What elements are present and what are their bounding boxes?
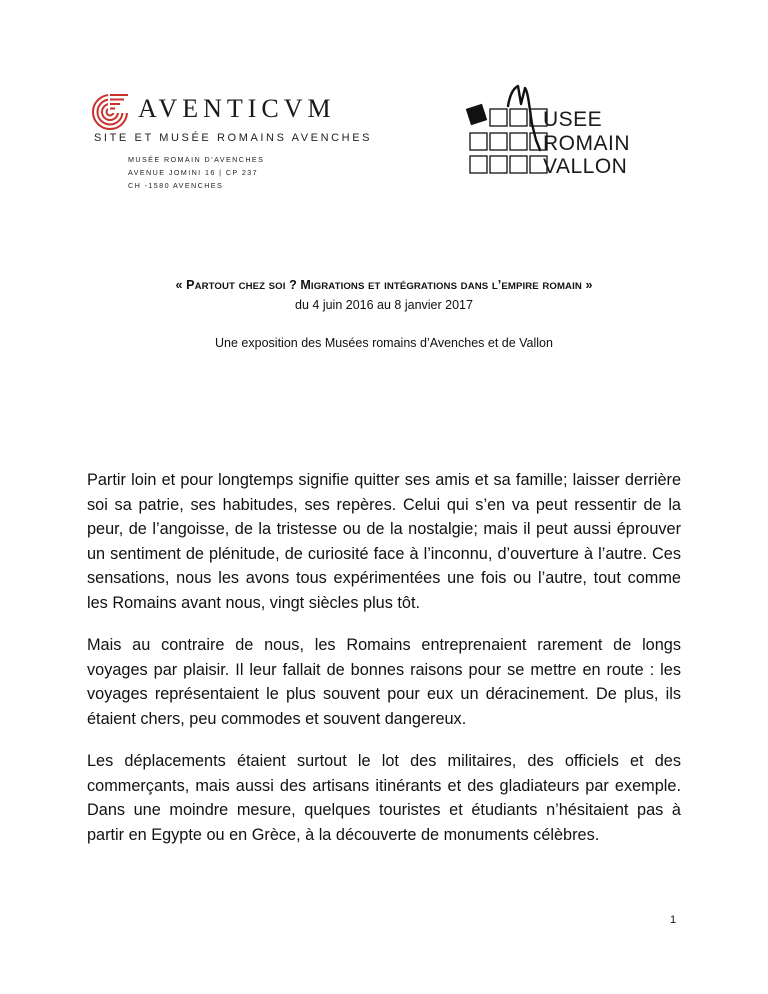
exhibition-title-text: « PARTOUT CHEZ SOI ? MIGRATIONS ET INTÉGRATIONS DANS L’EMPIRE ROMAIN » bbox=[175, 278, 593, 292]
aventicum-wordmark: AVENTICVM bbox=[138, 94, 336, 123]
exhibition-dates: du 4 juin 2016 au 8 janvier 2017 bbox=[295, 298, 473, 312]
address-line: CH -1580 AVENCHES bbox=[128, 181, 224, 190]
paragraph: Partir loin et pour longtemps signifie quitter ses amis et sa famille; laisser derrière soi sa patrie, ses habitudes, ses repères. Celui qui s’en va peut ressentir de la peur, de l’angoisse, de la tristesse ou de la nostalgie; mais il peut aussi éprouver un sentiment de plénitude, de curiosité face à l’inconnu, d’ouverture à l’autre. Ces sensations, nous les avons tous expérimentées une fois ou l’autre, tout comme les Romains avant nous, vingt siècles plus tôt. bbox=[87, 471, 681, 612]
musee-vallon-logo bbox=[462, 84, 642, 184]
aventicum-tagline: SITE ET MUSÉE ROMAINS AVENCHES bbox=[94, 132, 373, 144]
aventicum-address bbox=[128, 153, 264, 192]
paragraph: Les déplacements étaient surtout le lot des militaires, des officiels et des commerçants, mais aussi des artisans itinérants et des gladiateurs par exemple. Dans une moindre mesure, quelques touristes et étudiants n’hésitaient pas à partir en Egypte ou en Grèce, à la découverte de monuments célèbres. bbox=[87, 752, 681, 844]
exhibition-subtitle: Une exposition des Musées romains d’Avenches et de Vallon bbox=[215, 336, 553, 350]
vallon-line-romain: ROMAIN bbox=[543, 132, 630, 155]
address-line: MUSÉE ROMAIN D’AVENCHES bbox=[128, 155, 265, 164]
exhibition-title bbox=[60, 276, 708, 296]
vallon-line-usee: USEE bbox=[543, 108, 603, 131]
vallon-line-vallon: VALLON bbox=[543, 155, 628, 178]
aventicum-spiral-logo-icon bbox=[90, 92, 130, 132]
page-number: 1 bbox=[670, 914, 677, 926]
title-block bbox=[60, 276, 708, 352]
body-text bbox=[87, 468, 681, 865]
paragraph: Mais au contraire de nous, les Romains entreprenaient rarement de longs voyages par plaisir. Il leur fallait de bonnes raisons pour se mettre en route : les voyages représentaient le plus souvent pour eux un déracinement. De plus, ils étaient chers, peu commodes et souvent dangereux. bbox=[87, 636, 681, 728]
aventicum-letterhead bbox=[90, 92, 373, 202]
address-line: AVENUE JOMINI 16 | CP 237 bbox=[128, 168, 259, 177]
